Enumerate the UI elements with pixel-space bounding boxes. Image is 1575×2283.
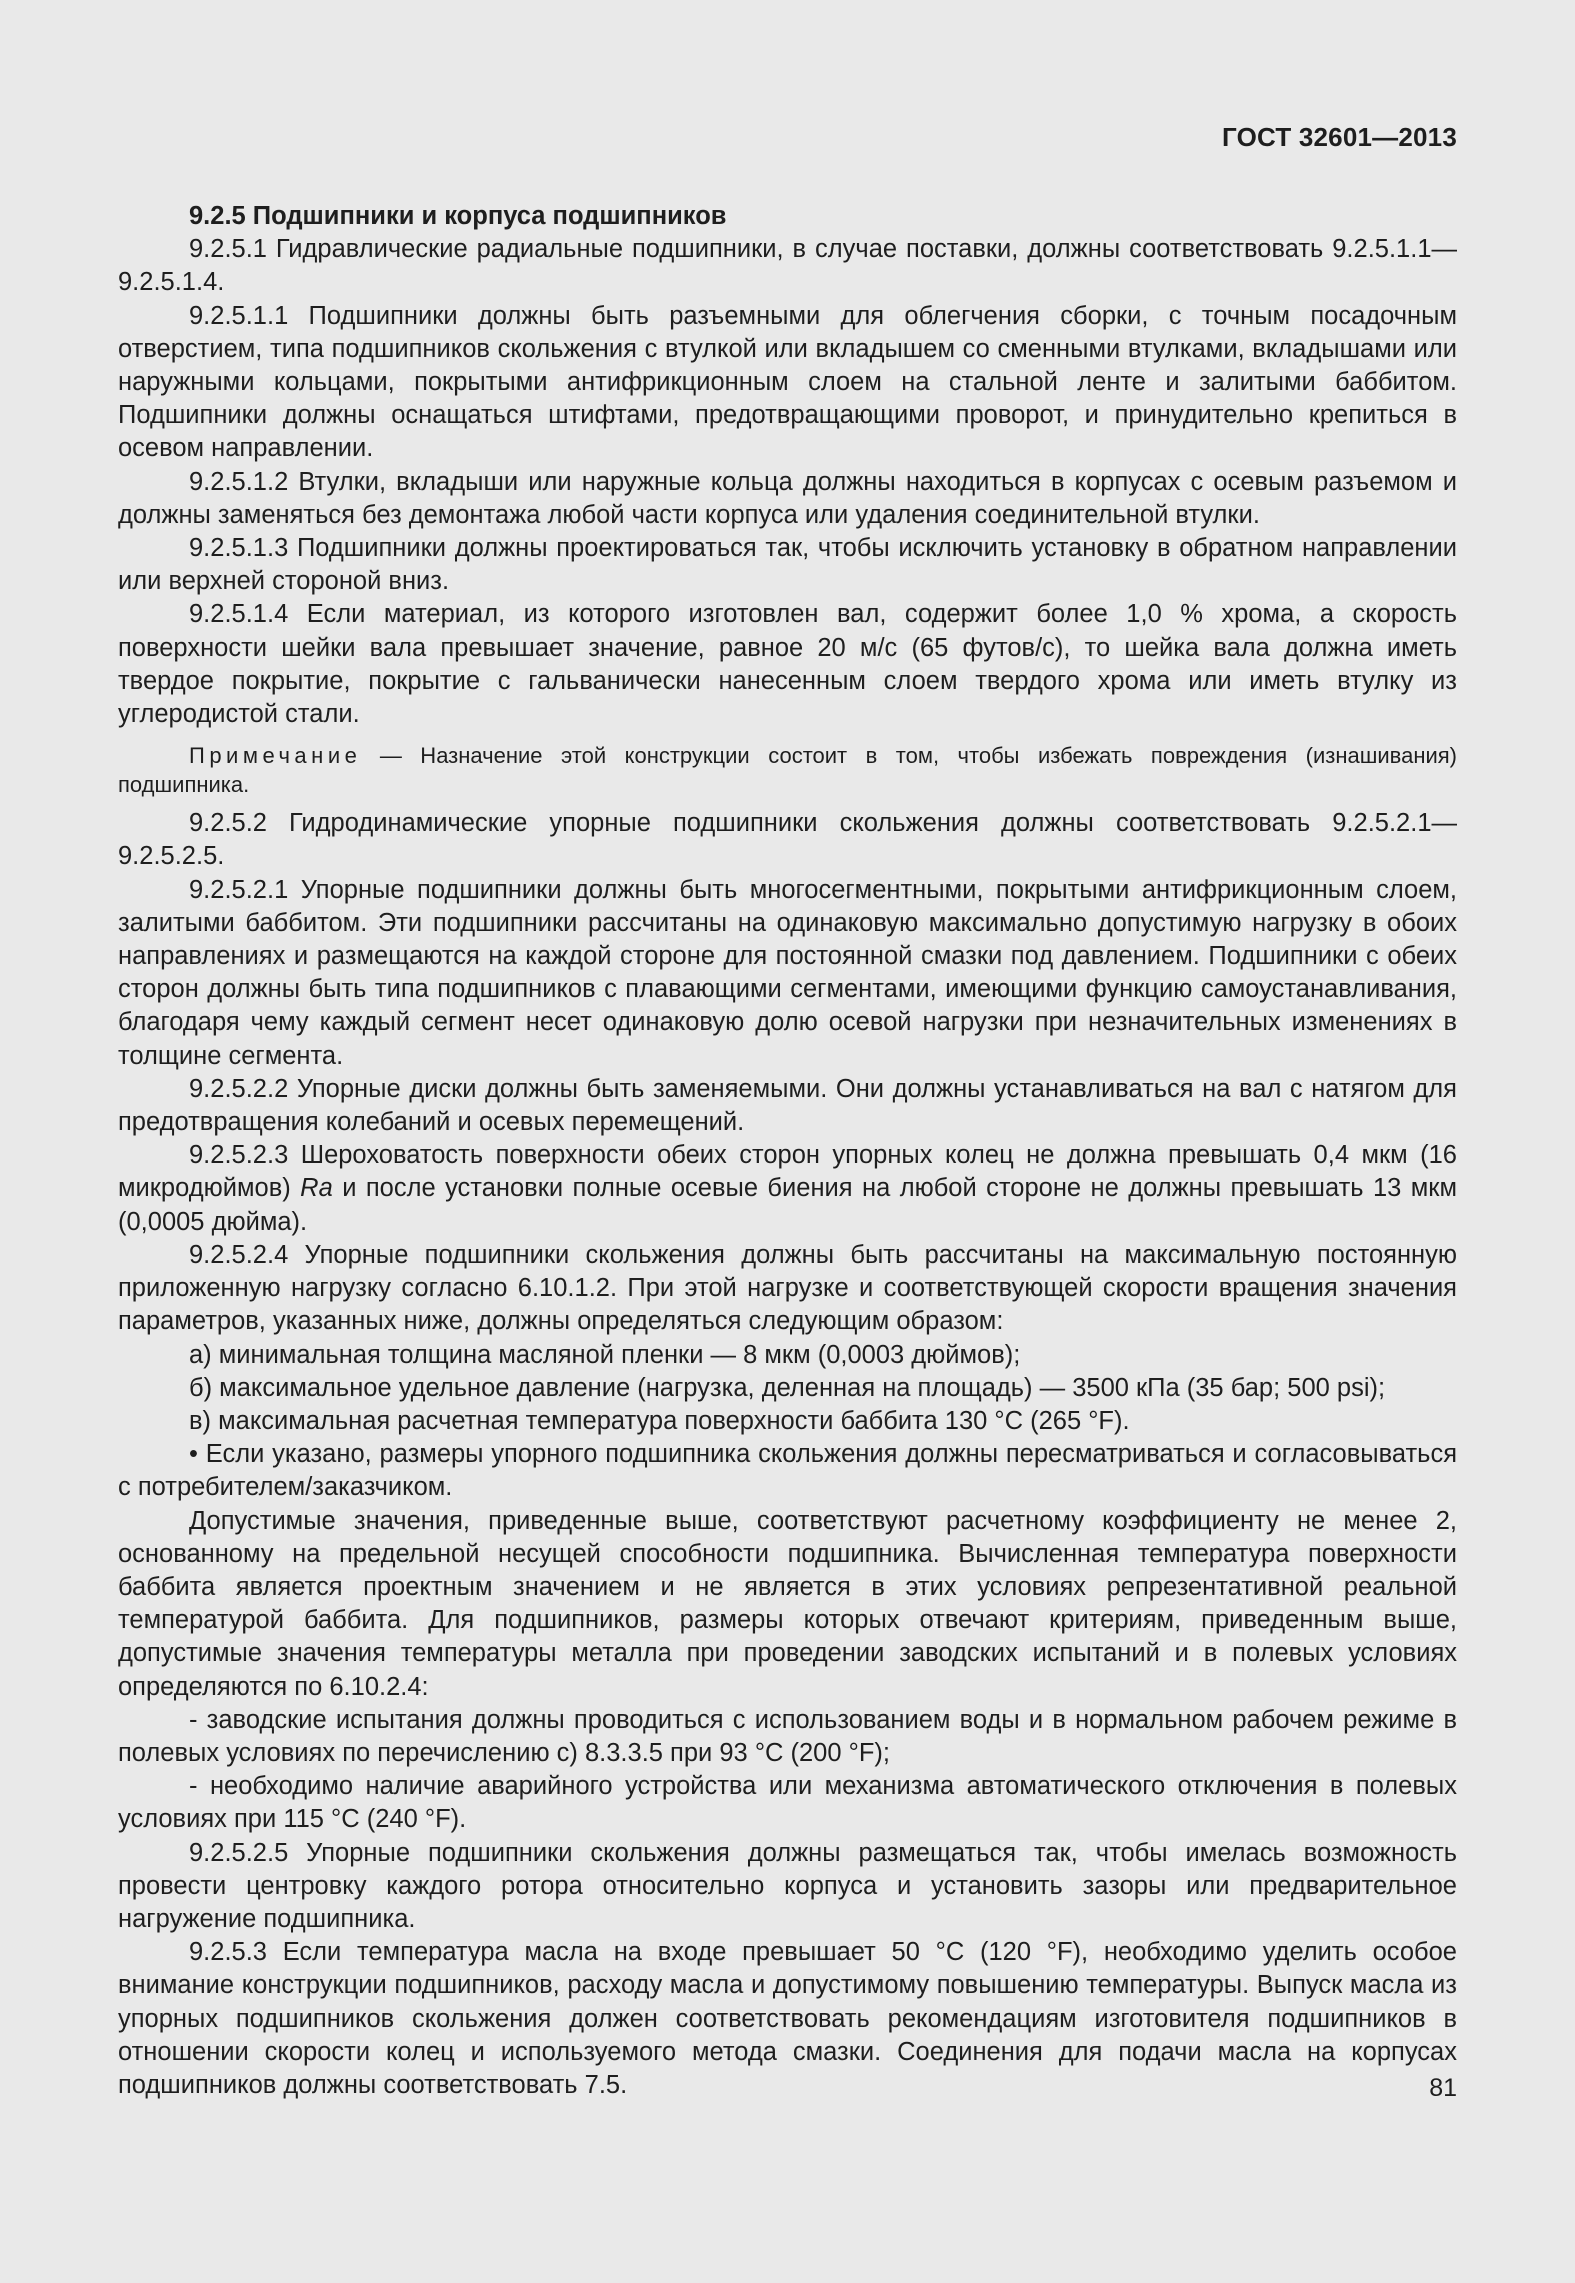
bullet-icon: • [189,1440,198,1469]
list-item-a: а) минимальная толщина масляной пленки — 8 мкм (0,0003 дюймов); [189,1340,1021,1369]
paragraph: 9.2.5.1.4 Если материал, из которого изготовлен вал, содержит более 1,0 % хрома, а скорость поверхности шейки вала превышает значение, равное 20 м/с (65 футов/с), то шейка вала должна иметь твердое покрытие, покрытие с гальванически нанесенным слоем твердого хрома или иметь втулку из углеродистой стали. [118,600,1457,729]
paragraph: 9.2.5.2.2 Упорные диски должны быть заменяемыми. Они должны устанавливаться на вал с натягом для предотвращения колебаний и осевых перемещений. [118,1074,1457,1137]
paragraph [118,1139,1457,1239]
bullet-paragraph [118,1438,1457,1504]
paragraph-text: и после установки полные осевые биения на любой стороне не должны превышать 13 мкм (0,0005 дюйма). [118,1174,1457,1236]
note-label: Примечание [189,743,362,769]
paragraph: 9.2.5.1 Гидравлические радиальные подшипники, в случае поставки, должны соответствовать 9.2.5.1.1—9.2.5.1.4. [118,235,1457,297]
section-heading: 9.2.5 Подшипники и корпуса подшипников [189,202,727,230]
paragraph: 9.2.5.1.1 Подшипники должны быть разъемными для облегчения сборки, с точным посадочным отверстием, типа подшипников скольжения с втулкой или вкладышем со сменными втулками, вкладышами или наружными кольцами, покрытыми антифрикционным слоем на стальной ленте и залитыми баббитом. Подшипники должны оснащаться штифтами, предотвращающими проворот, и принудительно крепиться в осевом направлении. [118,301,1457,463]
paragraph: 9.2.5.2 Гидродинамические упорные подшипники скольжения должны соответствовать 9.2.5.2.1— 9.2.5.2.5. [118,809,1457,871]
paragraph: 9.2.5.1.3 Подшипники должны проектироваться так, чтобы исключить установку в обратном направлении или верхней стороной вниз. [118,534,1457,596]
document-number: ГОСТ 32601—2013 [1222,122,1457,152]
paragraph: 9.2.5.2.4 Упорные подшипники скольжения должны быть рассчитаны на максимальную постоянную приложенную нагрузку согласно 6.10.1.2. При этой нагрузке и соответствующей скорости вращения значения параметров, указанных ниже, должны определяться следующим образом: [118,1240,1457,1336]
paragraph: Допустимые значения, приведенные выше, соответствуют расчетному коэффициенту не менее 2, основанному на предельной несущей способности подшипника. Вычисленная температура поверхности баббита является проектным значением и не является в этих условиях репрезентативной реальной температурой баббита. Для подшипников, размеры которых отвечают критериям, приведенным выше, допустимые значения температуры металла при проведении заводских испытаний и в полевых условиях определяются по 6.10.2.4: [118,1506,1457,1701]
dash-item: - необходимо наличие аварийного устройства или механизма автоматического отключения в полевых условиях при 115 °С (240 °F). [118,1772,1457,1834]
bullet-text: Если указано, размеры упорного подшипника скольжения должны пересматриваться и согласовываться с потребителем/заказчиком. [118,1440,1457,1502]
list-item-b: б) максимальное удельное давление (нагрузка, деленная на площадь) — 3500 кПа (35 бар; 500 psi); [189,1373,1386,1402]
dash-item: - заводские испытания должны проводиться с использованием воды и в нормальном рабочем режиме в полевых условиях по перечислению с) 8.3.3.5 при 93 °С (200 °F); [118,1705,1457,1767]
note [118,741,1457,799]
page-number: 81 [1429,2074,1457,2102]
paragraph: 9.2.5.2.5 Упорные подшипники скольжения должны размещаться так, чтобы имелась возможность провести центровку каждого ротора относительно корпуса и установить зазоры или предварительное нагружение подшипника. [118,1838,1457,1933]
list-item-c: в) максимальная расчетная температура поверхности баббита 130 °С (265 °F). [189,1406,1130,1435]
paragraph: 9.2.5.2.1 Упорные подшипники должны быть многосегментными, покрытыми антифрикционным слоем, залитыми баббитом. Эти подшипники рассчитаны на одинаковую максимально допустимую нагрузку в обоих направлениях и размещаются на каждой стороне для постоянной смазки под давлением. Подшипники с обеих сторон должны быть типа подшипников с плавающими сегментами, имеющими функцию самоустанавливания, благодаря чему каждый сегмент несет одинаковую долю осевой нагрузки при незначительных изменениях в толщине сегмента. [118,875,1457,1070]
paragraph: 9.2.5.3 Если температура масла на входе превышает 50 °С (120 °F), необходимо уделить особое внимание конструкции подшипников, расходу масла и допустимому повышению температуры. Выпуск масла из упорных подшипников скольжения должен соответствовать рекомендациям изготовителя подшипников в отношении скорости колец и используемого метода смазки. Соединения для подачи масла на корпусах подшипников должны соответствовать 7.5. [118,1938,1457,2099]
paragraph: 9.2.5.1.2 Втулки, вкладыши или наружные кольца должны находиться в корпусах с осевым разъемом и должны заменяться без демонтажа любой части корпуса или удаления соединительной втулки. [118,467,1457,529]
document-body [118,200,1457,2102]
note-text: — Назначение этой конструкции состоит в том, чтобы избежать повреждения (изнашивания) подшипника. [118,743,1457,798]
paragraph-text: 9.2.5.2.3 Шероховатость поверхности обеих сторон упорных колец не должна превышать 0,4 мкм (16 микродюймов) [118,1141,1457,1203]
roughness-symbol: Ra [300,1174,333,1203]
